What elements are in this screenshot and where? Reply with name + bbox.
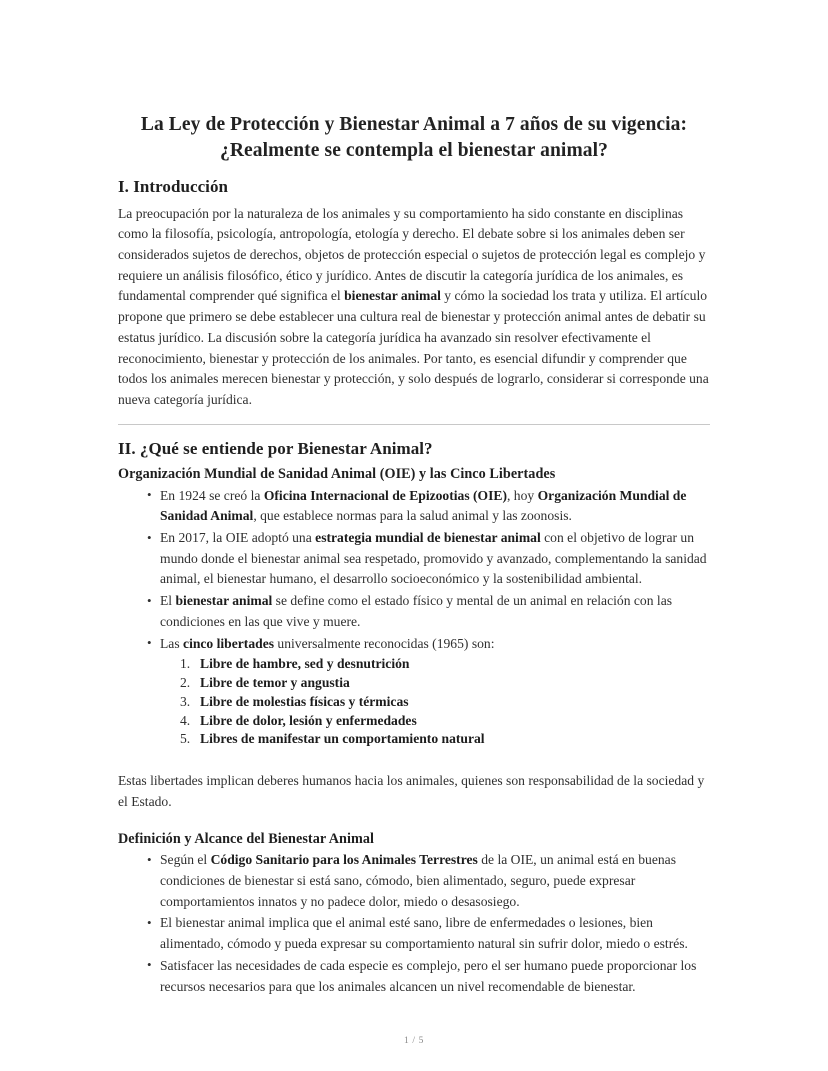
bullet-text-part1: Satisfacer las necesidades de cada especie es complejo, pero el ser humano puede proporcionar los recursos necesarios para que los animales alcancen un nivel recomendable de bienestar. bbox=[160, 957, 697, 994]
bullet-text-part1: En 2017, la OIE adoptó una bbox=[160, 530, 316, 546]
bullet-text-bold2: Organización Mundial de Sanidad Animal bbox=[160, 487, 687, 524]
bullet-text-part1: El bbox=[160, 593, 176, 609]
bullet-text-part1: El bienestar animal implica que el animal esté sano, libre de enfermedades o lesiones, bien alimentado, cómodo y pueda expresar su comportamiento natural sin sufrir dolor, miedo o estrés. bbox=[160, 915, 688, 952]
list-item-label: Libres de manifestar un comportamiento natural bbox=[200, 731, 485, 747]
list-item bbox=[118, 850, 710, 912]
list-item bbox=[118, 693, 710, 712]
list-item bbox=[118, 956, 710, 997]
list-item-number: 5. bbox=[180, 731, 191, 747]
bullet-text-part2: se define como el estado físico y mental de un animal en relación con las condiciones en las que vive y muere. bbox=[160, 593, 673, 629]
section-heading-introduccion: I. Introducción bbox=[118, 177, 229, 197]
bullet-text-bold1: Oficina Internacional de Epizootias (OIE) bbox=[263, 487, 507, 503]
intro-paragraph bbox=[118, 204, 710, 411]
oie-bullet-list bbox=[118, 486, 710, 655]
page-number-footer: 1 / 5 bbox=[404, 1036, 424, 1046]
list-item-number: 1. bbox=[180, 656, 191, 672]
bullet-text-part2: de la OIE, un animal está en buenas condiciones de bienestar si está sano, cómodo, bien alimentado, seguro, puede expresar comportamientos innatos y no padece dolor, miedo o desasosiego. bbox=[160, 852, 676, 909]
bullet-text-bold1: cinco libertades bbox=[183, 635, 275, 651]
title-line-2: ¿Realmente se contempla el bienestar animal? bbox=[219, 139, 609, 161]
list-item bbox=[118, 486, 710, 527]
libertades-closing-paragraph: Estas libertades implican deberes humanos hacia los animales, quienes son responsabilidad de la sociedad y el Estado. bbox=[118, 773, 705, 809]
list-item bbox=[118, 712, 710, 731]
bullet-text-part3: , que establece normas para la salud animal y las zoonosis. bbox=[253, 508, 572, 524]
bullet-text-bold1: bienestar animal bbox=[175, 593, 273, 609]
definicion-bullet-list bbox=[118, 850, 710, 997]
list-item bbox=[118, 528, 710, 590]
intro-paragraph-part1: La preocupación por la naturaleza de los animales y su comportamiento ha sido constante en disciplinas como la filosofía, psicología, antropología, etología y derecho. El debate sobre si los animales deben ser considerados sujetos de derechos, objetos de protección especial o sujetos de protección legal es complejo y requiere un análisis filosófico, ético y jurídico. Antes de discutir la categoría jurídica de los animales, es fundamental comprender qué significa el bbox=[118, 205, 706, 304]
list-item-label: Libre de dolor, lesión y enfermedades bbox=[200, 712, 417, 728]
bullet-text-part1: En 1924 se creó la bbox=[160, 487, 264, 503]
list-item bbox=[118, 655, 710, 674]
list-item bbox=[118, 674, 710, 693]
list-item bbox=[118, 591, 710, 632]
subheading-oie-cinco-libertades: Organización Mundial de Sanidad Animal (OIE) y las Cinco Libertades bbox=[118, 465, 556, 482]
bullet-text-part2: universalmente reconocidas (1965) son: bbox=[274, 635, 495, 651]
bullet-text-bold1: estrategia mundial de bienestar animal bbox=[315, 530, 541, 546]
subheading-definicion-alcance: Definición y Alcance del Bienestar Animal bbox=[118, 830, 374, 847]
intro-paragraph-bold: bienestar animal bbox=[344, 288, 441, 304]
intro-paragraph-part2: y cómo la sociedad los trata y utiliza. El artículo propone que primero se debe establecer una cultura real de bienestar y protección animal antes de debatir su estatus jurídico. La discusión sobre la categoría jurídica ha avanzado sin resolver efectivamente el reconocimiento, bienestar y protección de los animales. Por tanto, es esencial difundir y comprender que todos los animales merecen bienestar y protección, y solo después de lograrlo, considerar si corresponde una nueva categoría jurídica. bbox=[118, 288, 709, 408]
list-item bbox=[118, 730, 710, 749]
section-heading-bienestar-animal: II. ¿Qué se entiende por Bienestar Animal? bbox=[118, 438, 433, 458]
bullet-text-bold1: Código Sanitario para los Animales Terrestres bbox=[210, 852, 478, 868]
bullet-text-part1: Según el bbox=[160, 852, 211, 868]
document-content bbox=[118, 112, 710, 998]
list-item-number: 2. bbox=[180, 675, 191, 691]
list-item-number: 4. bbox=[180, 712, 191, 728]
section-divider bbox=[118, 424, 710, 425]
bullet-text-part2: con el objetivo de lograr un mundo donde el bienestar animal sea respetado, promovido y avanzado, complementando la sanidad animal, el bienestar humano, el desarrollo socioeconómico y la sostenibilidad ambiental. bbox=[160, 530, 707, 587]
cinco-libertades-list bbox=[118, 655, 710, 749]
list-item-number: 3. bbox=[180, 693, 191, 709]
spacer bbox=[118, 749, 710, 771]
bullet-text-part2: , hoy bbox=[507, 487, 538, 503]
list-item-label: Libre de temor y angustia bbox=[200, 675, 350, 691]
list-item-label: Libre de molestias físicas y térmicas bbox=[200, 693, 409, 709]
bullet-text-part1: Las bbox=[160, 635, 184, 651]
page-title bbox=[118, 112, 710, 163]
title-line-1: La Ley de Protección y Bienestar Animal a 7 años de su vigencia: bbox=[140, 114, 688, 135]
list-item bbox=[118, 634, 710, 655]
spacer bbox=[118, 813, 710, 830]
list-item bbox=[118, 913, 710, 954]
list-item-label: Libre de hambre, sed y desnutrición bbox=[200, 656, 410, 672]
